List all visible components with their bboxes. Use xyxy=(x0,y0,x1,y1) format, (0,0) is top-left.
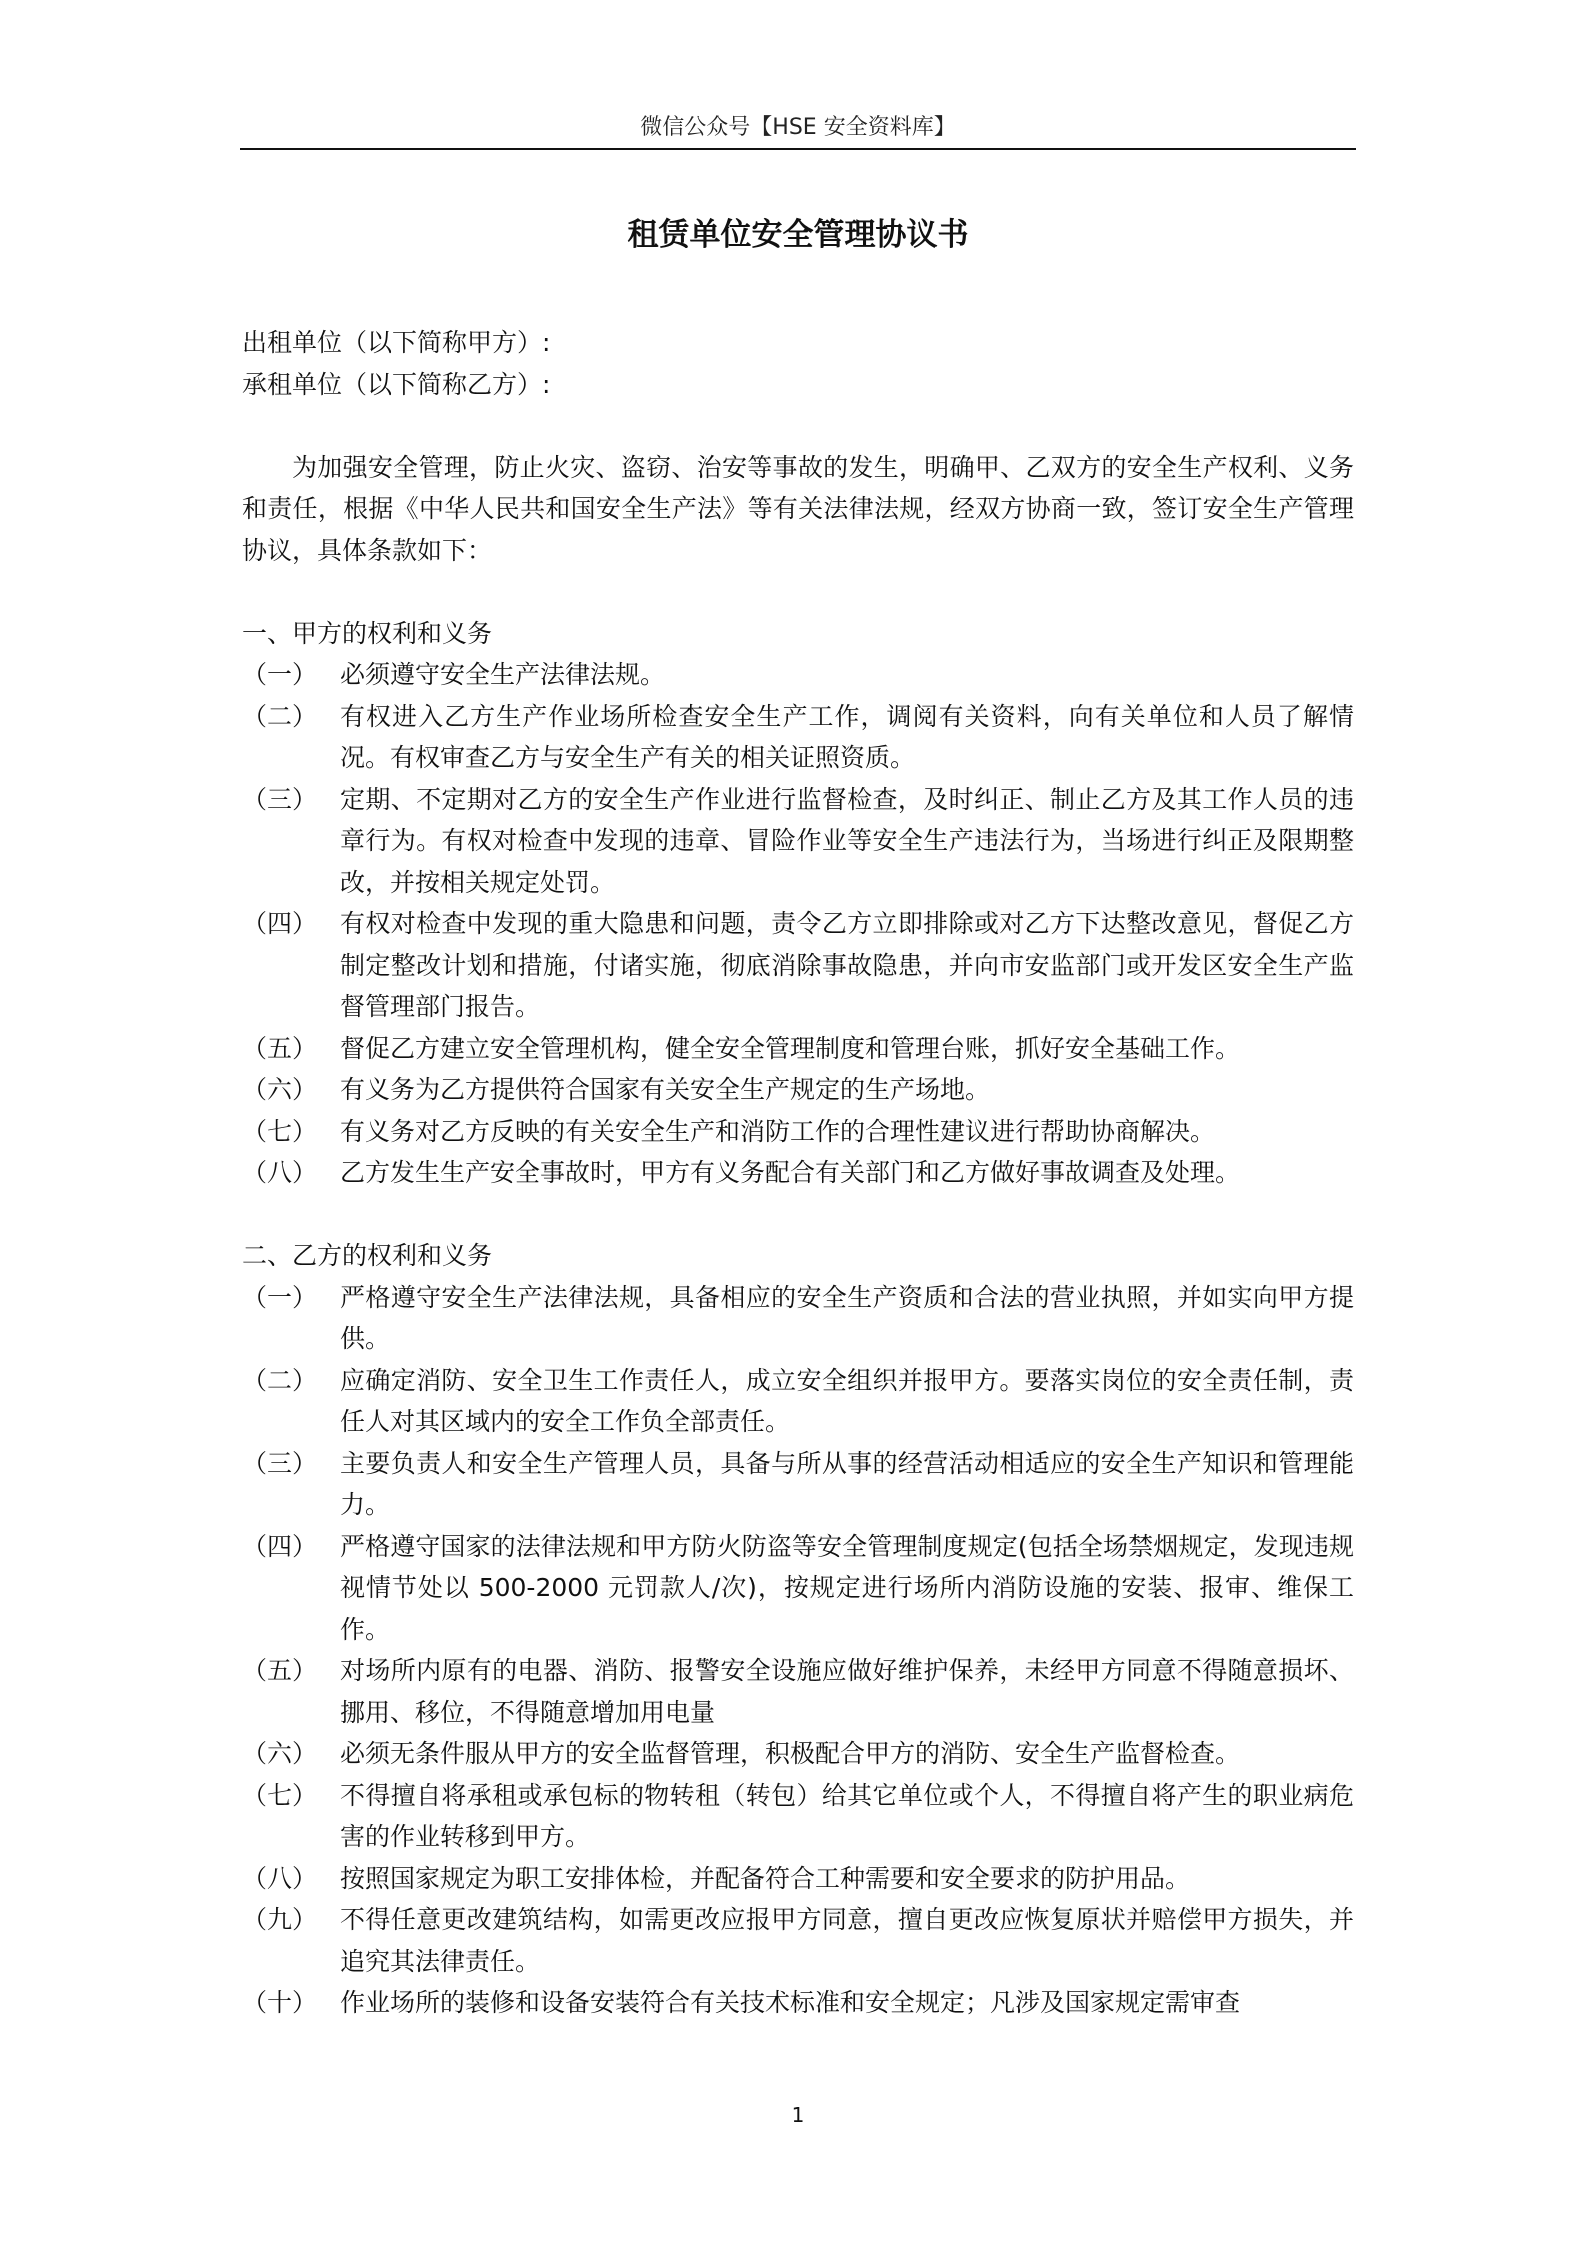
list-item xyxy=(242,696,1354,779)
list-item xyxy=(242,1858,1354,1900)
item-text: 有义务为乙方提供符合国家有关安全生产规定的生产场地。 xyxy=(340,1075,991,1104)
item-text: 不得任意更改建筑结构，如需更改应报甲方同意，擅自更改应恢复原状并赔偿甲方损失，并追究其法律责任。 xyxy=(340,1905,1354,1976)
item-number: （二） xyxy=(242,1365,318,1395)
item-number: （十） xyxy=(242,1988,318,2017)
list-item xyxy=(242,1360,1354,1443)
list-item xyxy=(242,1069,1354,1111)
list-item xyxy=(242,1899,1354,1982)
item-number: （七） xyxy=(242,1780,318,1810)
item-text: 督促乙方建立安全管理机构，健全安全管理制度和管理台账，抓好安全基础工作。 xyxy=(340,1033,1241,1063)
page-number: 1 xyxy=(791,2103,805,2127)
item-number: （八） xyxy=(242,1158,318,1187)
lessor-line: 出租单位（以下简称甲方）: xyxy=(242,328,551,357)
section2-list xyxy=(242,1277,1354,2024)
item-number: （三） xyxy=(242,1448,318,1478)
item-text: 必须无条件服从甲方的安全监督管理，积极配合甲方的消防、安全生产监督检查。 xyxy=(340,1739,1241,1768)
item-text: 有义务对乙方反映的有关安全生产和消防工作的合理性建议进行帮助协商解决。 xyxy=(340,1116,1216,1146)
item-text: 乙方发生生产安全事故时，甲方有义务配合有关部门和乙方做好事故调查及处理。 xyxy=(340,1158,1241,1187)
item-number: （四） xyxy=(242,909,318,938)
item-number: （八） xyxy=(242,1863,318,1893)
item-number: （一） xyxy=(242,1282,318,1312)
list-item xyxy=(242,1277,1354,1360)
item-text: 按照国家规定为职工安排体检，并配备符合工种需要和安全要求的防护用品。 xyxy=(340,1863,1191,1893)
item-number: （四） xyxy=(242,1531,318,1561)
item-text: 作业场所的装修和设备安装符合有关技术标准和安全规定；凡涉及国家规定需审查 xyxy=(340,1988,1241,2017)
item-text: 必须遵守安全生产法律法规。 xyxy=(340,660,666,689)
item-number: （一） xyxy=(242,660,318,689)
list-item xyxy=(242,1775,1354,1858)
item-number: （二） xyxy=(242,701,318,731)
list-item xyxy=(242,1152,1354,1194)
item-number: （七） xyxy=(242,1116,318,1146)
list-item xyxy=(242,903,1354,1028)
lessee-line: 承租单位（以下简称乙方）: xyxy=(242,369,551,399)
item-text: 主要负责人和安全生产管理人员，具备与所从事的经营活动相适应的安全生产知识和管理能力。 xyxy=(340,1448,1354,1519)
header-divider xyxy=(240,148,1356,150)
list-item xyxy=(242,1526,1354,1651)
list-item xyxy=(242,1733,1354,1775)
list-item xyxy=(242,1443,1354,1526)
intro-paragraph: 为加强安全管理，防止火灾、盗窃、治安等事故的发生，明确甲、乙双方的安全生产权利、义务和责任，根据《中华人民共和国安全生产法》等有关法律法规，经双方协商一致，签订安全生产管理协议，具体条款如下： xyxy=(242,452,1354,565)
document-title: 租赁单位安全管理协议书 xyxy=(627,217,969,253)
page-header: 微信公众号【HSE 安全资料库】 xyxy=(640,115,956,140)
list-item xyxy=(242,1982,1354,2024)
item-text: 有权进入乙方生产作业场所检查安全生产工作，调阅有关资料，向有关单位和人员了解情况。有权审查乙方与安全生产有关的相关证照资质。 xyxy=(340,701,1354,772)
list-item xyxy=(242,1028,1354,1070)
item-text: 应确定消防、安全卫生工作责任人，成立安全组织并报甲方。要落实岗位的安全责任制，责任人对其区域内的安全工作负全部责任。 xyxy=(340,1365,1354,1436)
item-number: （三） xyxy=(242,784,318,814)
list-item xyxy=(242,1111,1354,1153)
list-item xyxy=(242,1650,1354,1733)
section1-heading: 一、甲方的权利和义务 xyxy=(242,618,493,648)
item-text: 有权对检查中发现的重大隐患和问题，责令乙方立即排除或对乙方下达整改意见，督促乙方制定整改计划和措施，付诸实施，彻底消除事故隐患，并向市安监部门或开发区安全生产监督管理部门报告。 xyxy=(340,909,1354,1021)
item-number: （六） xyxy=(242,1739,318,1768)
item-number: （九） xyxy=(242,1905,318,1934)
item-text: 严格遵守安全生产法律法规，具备相应的安全生产资质和合法的营业执照，并如实向甲方提供。 xyxy=(340,1282,1354,1353)
item-number: （六） xyxy=(242,1075,318,1104)
document-body xyxy=(242,322,1354,2024)
list-item xyxy=(242,779,1354,904)
section2-heading: 二、乙方的权利和义务 xyxy=(242,1241,493,1270)
list-item xyxy=(242,654,1354,696)
item-text: 对场所内原有的电器、消防、报警安全设施应做好维护保养，未经甲方同意不得随意损坏、挪用、移位，不得随意增加用电量 xyxy=(340,1656,1354,1727)
section1-list xyxy=(242,654,1354,1194)
item-text: 不得擅自将承租或承包标的物转租（转包）给其它单位或个人，不得擅自将产生的职业病危害的作业转移到甲方。 xyxy=(340,1780,1354,1851)
item-number: （五） xyxy=(242,1033,318,1063)
item-text: 定期、不定期对乙方的安全生产作业进行监督检查，及时纠正、制止乙方及其工作人员的违章行为。有权对检查中发现的违章、冒险作业等安全生产违法行为，当场进行纠正及限期整改，并按相关规定处罚。 xyxy=(340,784,1354,897)
item-text: 严格遵守国家的法律法规和甲方防火防盗等安全管理制度规定(包括全场禁烟规定，发现违规视情节处以 500-2000 元罚款人/次)，按规定进行场所内消防设施的安装、报审、维保工作。 xyxy=(340,1531,1354,1644)
item-number: （五） xyxy=(242,1656,318,1685)
